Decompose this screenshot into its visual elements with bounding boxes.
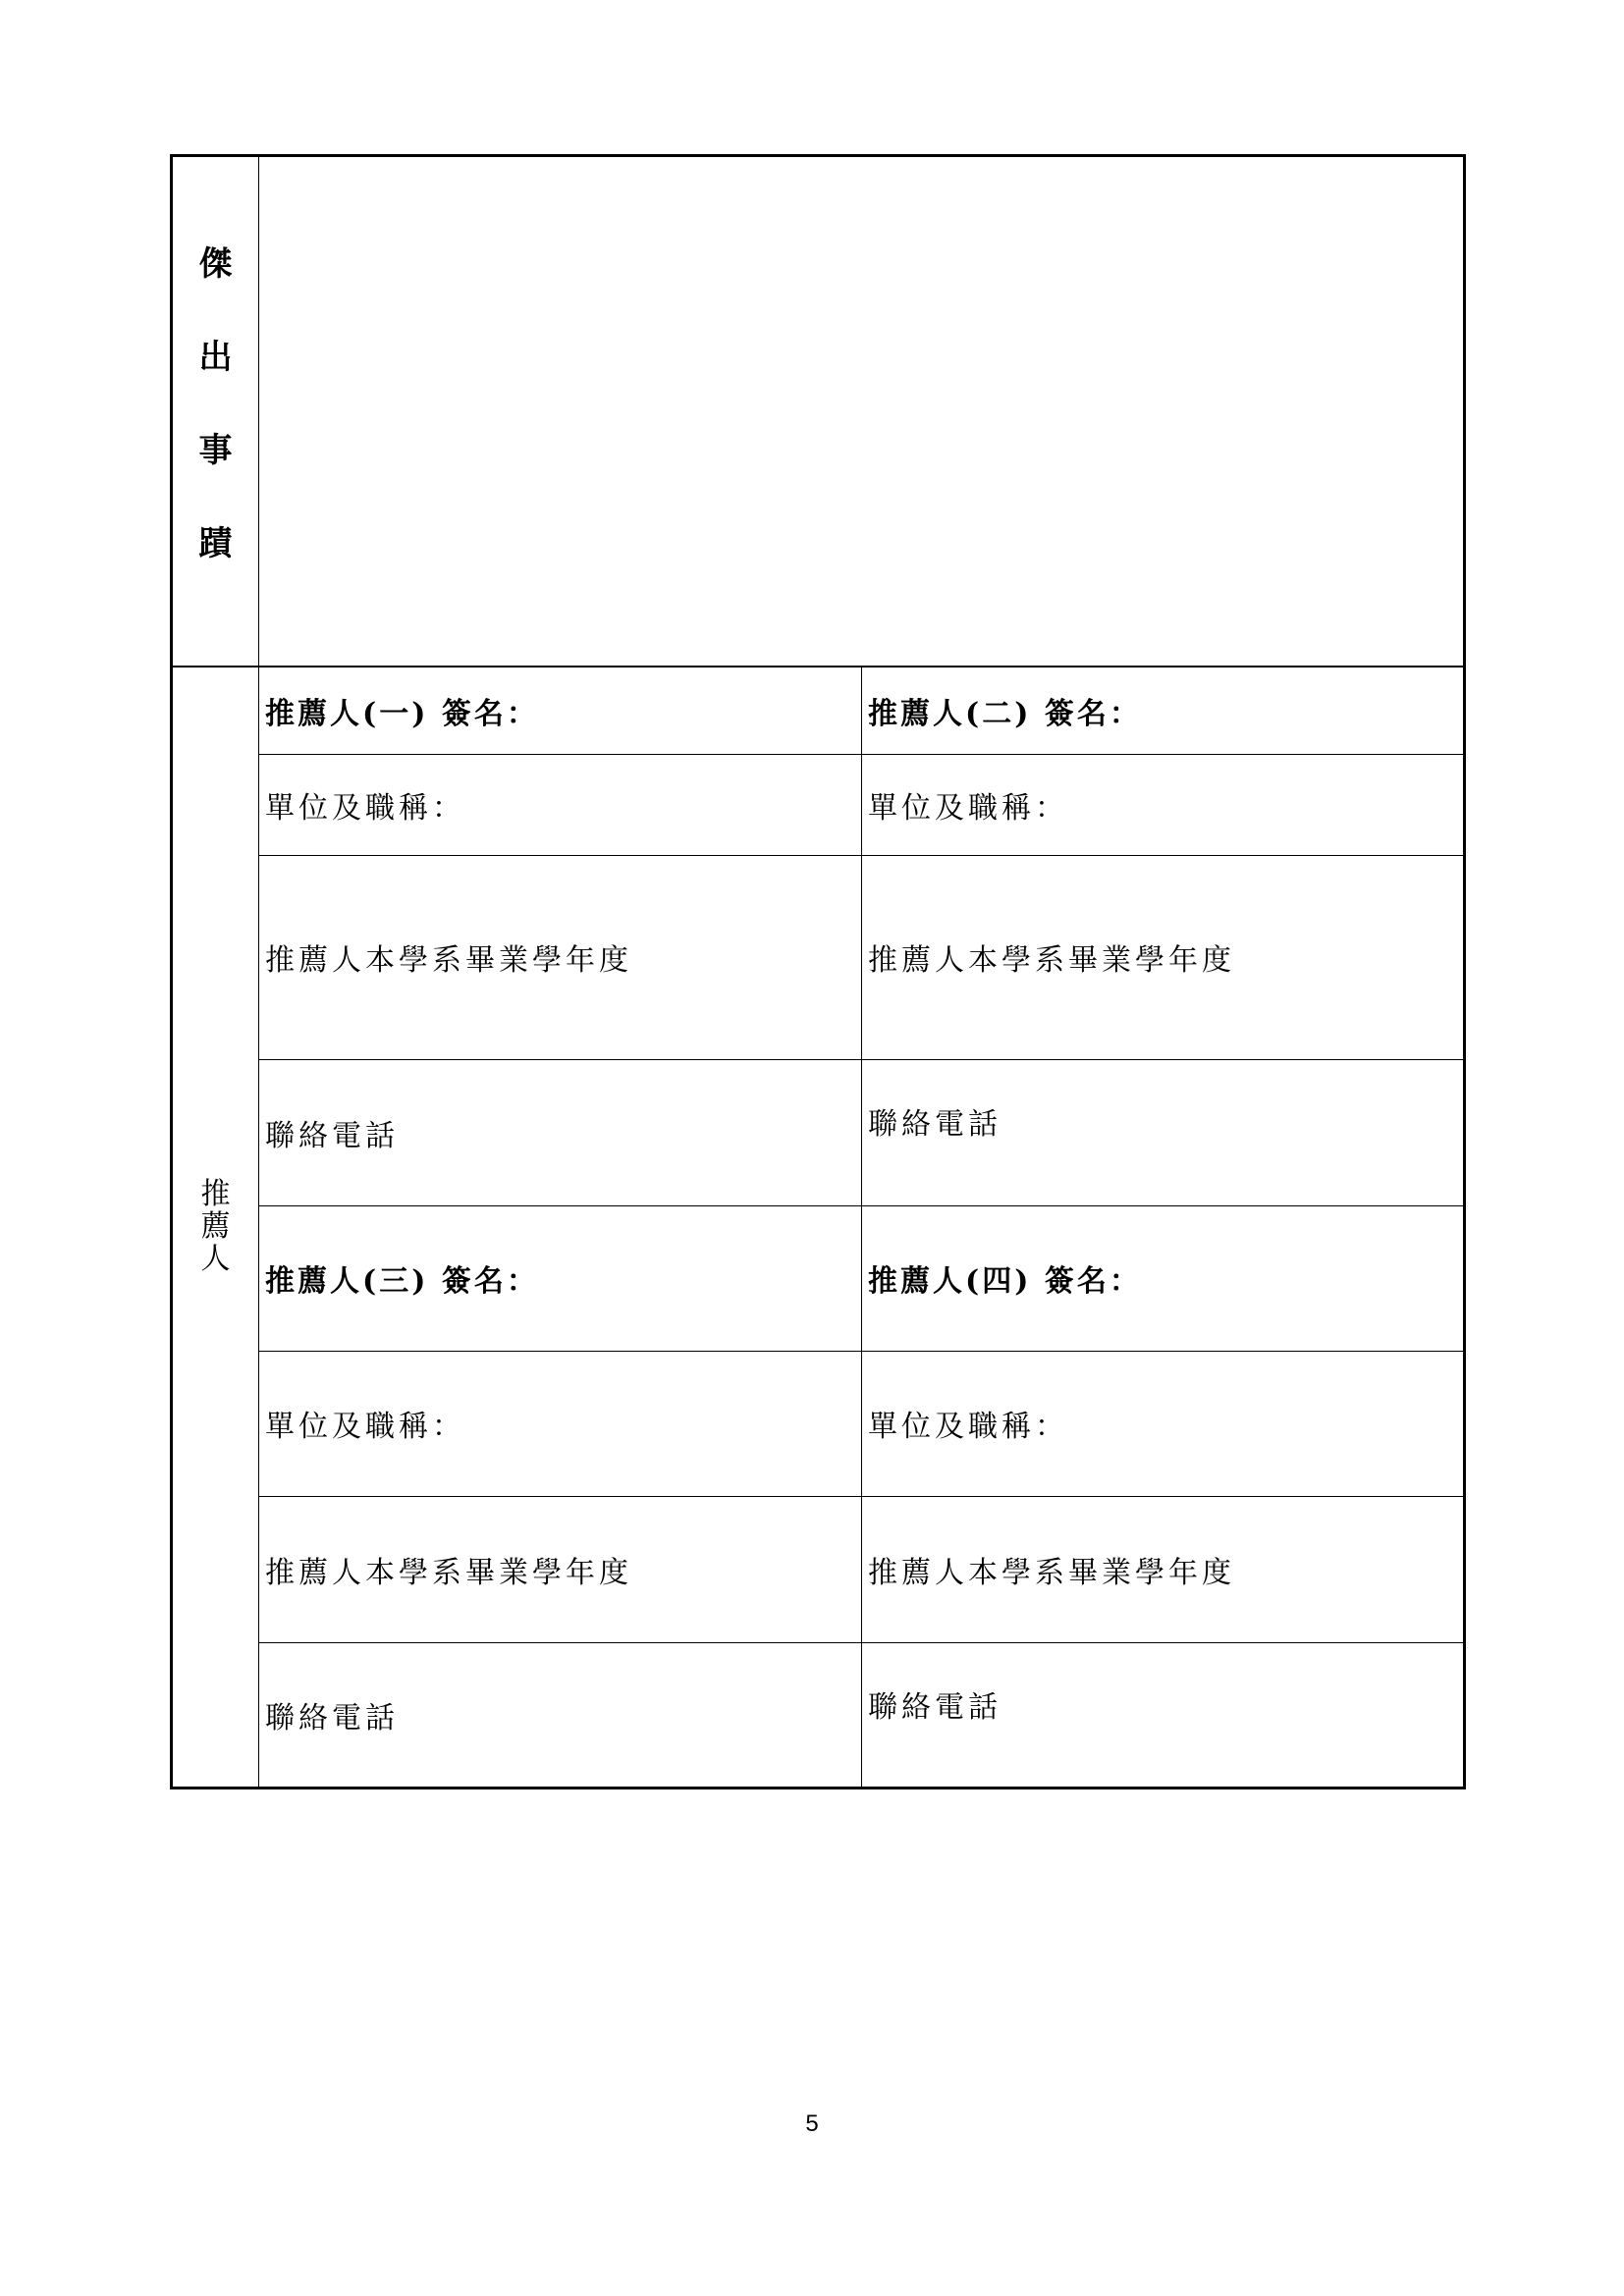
recommender-3-grad-year-label: 推薦人本學系畢業學年度: [265, 1555, 632, 1590]
recommender-3-phone-label: 聯絡電話: [265, 1700, 399, 1735]
deeds-label-cell: [172, 156, 259, 667]
recommender-1-signature-label: 推薦人(一) 簽名：: [265, 696, 539, 731]
recommender-1-unit-title-label: 單位及職稱：: [265, 790, 465, 826]
recommender-row-signature-1: [172, 667, 1465, 754]
recommender-1-grad-year-field[interactable]: [259, 855, 862, 1059]
recommender-1-unit-title-field[interactable]: [259, 754, 862, 855]
recommender-row-grad-1: [172, 855, 1465, 1059]
recommender-1-phone-label: 聯絡電話: [265, 1118, 399, 1153]
recommender-4-grad-year-label: 推薦人本學系畢業學年度: [868, 1555, 1235, 1590]
deeds-label: [173, 157, 258, 666]
recommender-row-unit-1: [172, 754, 1465, 855]
recommenders-label-char: 人: [200, 1242, 231, 1277]
recommender-1-phone-field[interactable]: [259, 1059, 862, 1205]
recommender-4-unit-title-field[interactable]: [862, 1351, 1465, 1496]
recommender-2-phone-label: 聯絡電話: [868, 1106, 1001, 1142]
recommender-2-grad-year-field[interactable]: [862, 855, 1465, 1059]
recommender-2-unit-title-label: 單位及職稱：: [868, 790, 1068, 826]
recommendation-form-table: [170, 154, 1466, 1789]
recommender-4-phone-label: 聯絡電話: [868, 1689, 1001, 1725]
deeds-content-field[interactable]: [259, 156, 1465, 667]
recommender-4-unit-title-label: 單位及職稱：: [868, 1410, 1068, 1444]
recommender-2-phone-field[interactable]: [862, 1059, 1465, 1205]
deeds-label-char: 出: [198, 338, 233, 377]
recommender-2-signature-field[interactable]: [862, 667, 1465, 754]
recommenders-label-char: 薦: [200, 1209, 231, 1245]
recommender-3-unit-title-field[interactable]: [259, 1351, 862, 1496]
recommender-4-grad-year-field[interactable]: [862, 1496, 1465, 1642]
recommender-1-grad-year-label: 推薦人本學系畢業學年度: [265, 943, 632, 978]
recommender-2-grad-year-label: 推薦人本學系畢業學年度: [868, 943, 1235, 978]
page-number: 5: [805, 2110, 819, 2137]
recommender-2-unit-title-field[interactable]: [862, 754, 1465, 855]
recommender-row-phone-1: [172, 1059, 1465, 1205]
recommender-row-unit-2: [172, 1351, 1465, 1496]
recommender-3-grad-year-field[interactable]: [259, 1496, 862, 1642]
recommender-4-phone-field[interactable]: [862, 1642, 1465, 1788]
deeds-label-char: 蹟: [198, 524, 233, 563]
recommenders-label: [173, 1178, 258, 1275]
recommender-4-signature-label: 推薦人(四) 簽名：: [868, 1264, 1142, 1299]
recommenders-label-cell: [172, 667, 259, 1788]
deeds-row: [172, 156, 1465, 667]
recommenders-label-char: 推: [200, 1177, 231, 1212]
recommender-3-signature-field[interactable]: [259, 1205, 862, 1351]
recommender-3-phone-field[interactable]: [259, 1642, 862, 1788]
recommender-row-signature-2: [172, 1205, 1465, 1351]
deeds-label-char: 傑: [198, 244, 233, 284]
recommender-row-phone-2: [172, 1642, 1465, 1788]
recommender-3-signature-label: 推薦人(三) 簽名：: [265, 1264, 539, 1299]
recommender-3-unit-title-label: 單位及職稱：: [265, 1410, 465, 1444]
recommender-4-signature-field[interactable]: [862, 1205, 1465, 1351]
deeds-label-char: 事: [198, 431, 233, 470]
recommender-2-signature-label: 推薦人(二) 簽名：: [868, 696, 1142, 731]
recommender-1-signature-field[interactable]: [259, 667, 862, 754]
recommender-row-grad-2: [172, 1496, 1465, 1642]
